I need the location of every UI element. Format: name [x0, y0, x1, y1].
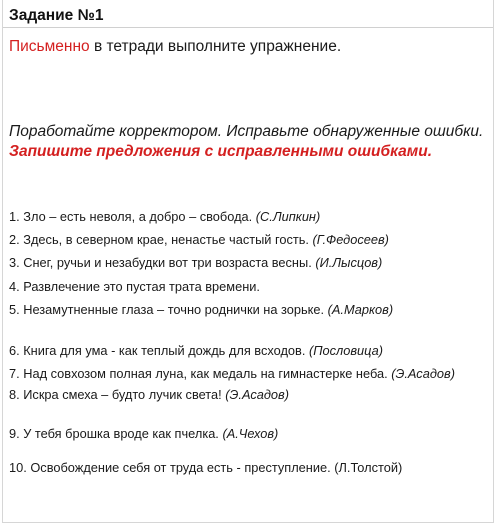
sentence-text: 1. Зло – есть неволя, а добро – свобода.: [9, 209, 256, 224]
sentence-text: 9. У тебя брошка вроде как пчелка.: [9, 426, 223, 441]
sentence-item-2: [9, 229, 389, 251]
sentence-text: 3. Снег, ручьи и незабудки вот три возраста весны.: [9, 255, 316, 270]
sentence-author: (Э.Асадов): [391, 366, 455, 381]
sentence-text: 8. Искра смеха – будто лучик света!: [9, 387, 226, 402]
page-title: Задание №1: [9, 7, 104, 24]
sentence-item-1: [9, 206, 320, 228]
sentence-item-4: [9, 276, 260, 298]
instruction-highlight: Письменно: [9, 38, 90, 55]
sentence-author: (Э.Асадов): [225, 387, 289, 402]
sentence-text: 10. Освобождение себя от труда есть - преступление.: [9, 460, 335, 475]
sentence-item-6: [9, 340, 383, 362]
sentence-author: (Пословица): [308, 343, 383, 358]
sentence-item-10: [9, 457, 402, 479]
sentence-text: 5. Незамутненные глаза – точно роднички на зорьке.: [9, 302, 328, 317]
sentence-author: (Г.Федосеев): [312, 232, 389, 247]
task-line-1: Поработайте корректором. Исправьте обнаруженные ошибки.: [9, 123, 484, 140]
sentence-item-3: [9, 252, 382, 274]
sentence-text: 6. Книга для ума - как теплый дождь для всходов.: [9, 343, 309, 358]
sentence-author: (С.Липкин): [255, 209, 321, 224]
sentence-item-8: [9, 384, 289, 406]
instruction-text: в тетради выполните упражнение.: [89, 38, 342, 55]
sentence-item-5: [9, 299, 393, 321]
instruction-line: [9, 38, 341, 56]
sentence-text: 2. Здесь, в северном крае, ненастье частый гость.: [9, 232, 313, 247]
title-divider: [3, 27, 493, 28]
task-block: [9, 122, 483, 162]
sentence-item-7: [9, 363, 455, 385]
sentence-author: (А.Чехов): [222, 426, 279, 441]
sentence-text: 7. Над совхозом полная луна, как медаль на гимнастерке неба.: [9, 366, 392, 381]
task-line-2: Запишите предложения с исправленными ошибками.: [9, 143, 433, 160]
sentence-text: 4. Развлечение это пустая трата времени.: [9, 279, 260, 294]
sentence-item-9: [9, 423, 278, 445]
sentence-author: (Л.Толстой): [334, 460, 403, 475]
sentence-author: (А.Марков): [327, 302, 394, 317]
document-frame: [2, 0, 494, 523]
sentence-author: (И.Лысцов): [315, 255, 383, 270]
